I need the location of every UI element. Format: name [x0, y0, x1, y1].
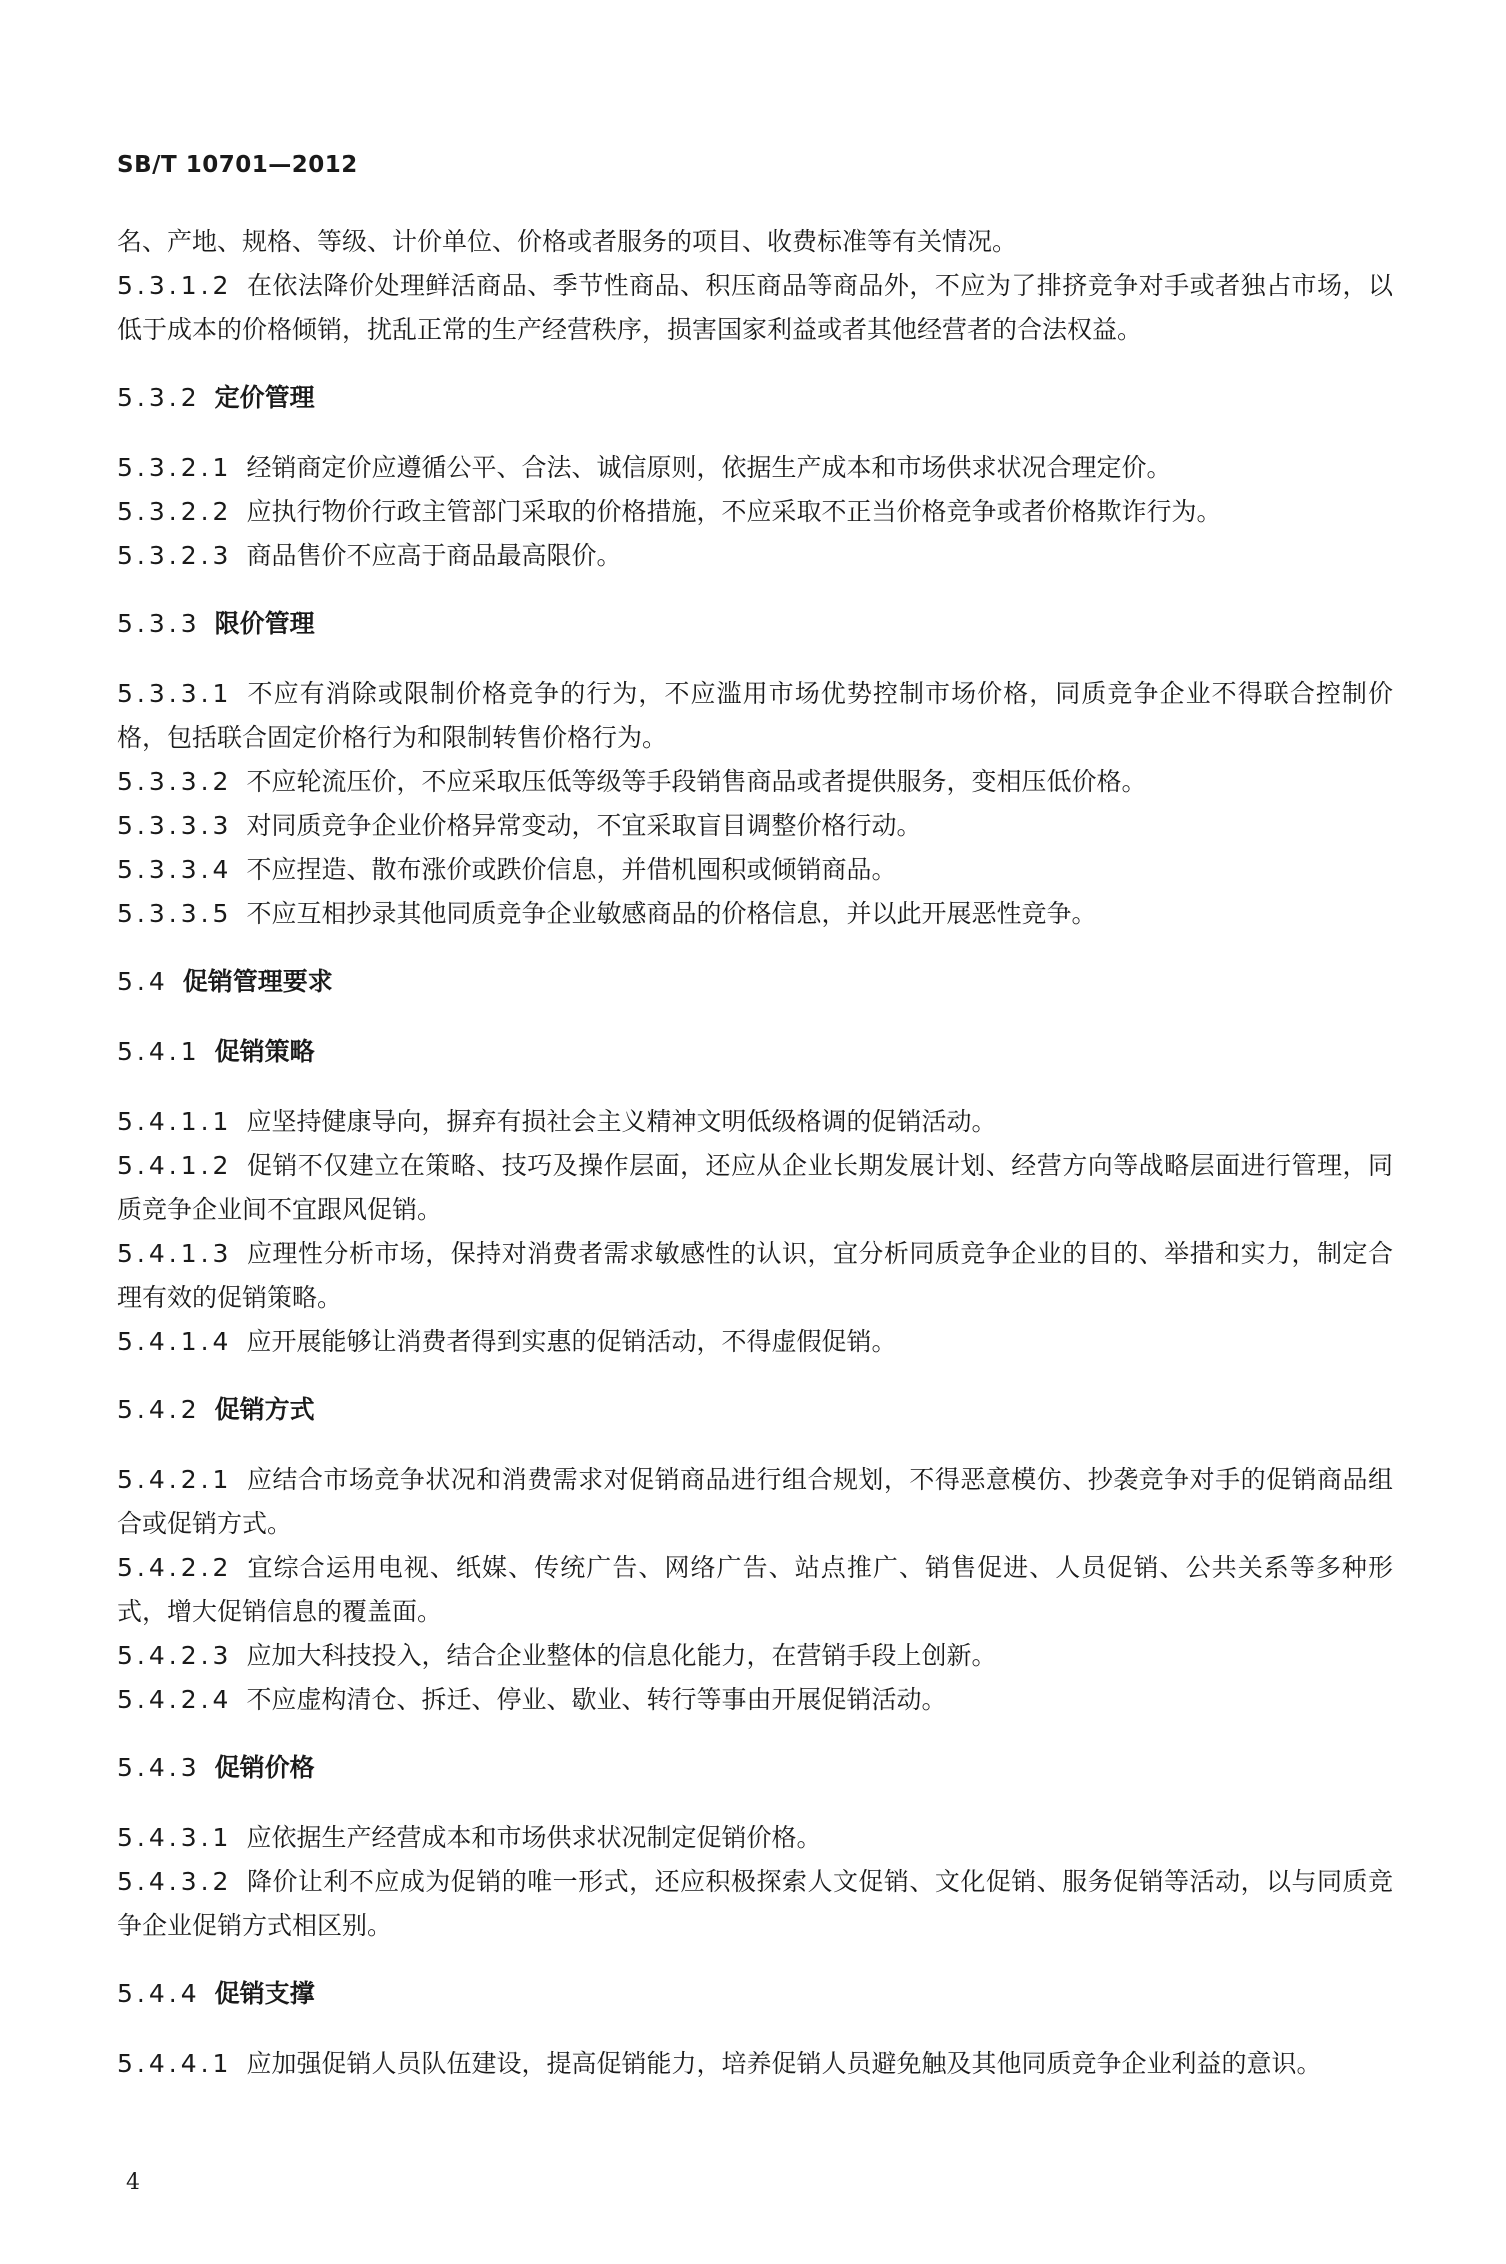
clause-paragraph	[117, 804, 1393, 848]
clause-paragraph	[117, 848, 1393, 892]
clause-number: 5.4.1	[117, 1037, 201, 1066]
clause-number: 5.4.3.1	[117, 1823, 233, 1852]
heading-title: 促销方式	[214, 1395, 315, 1424]
clause-text: 应依据生产经营成本和市场供求状况制定促销价格。	[246, 1823, 822, 1852]
clause-text: 在依法降价处理鲜活商品、季节性商品、积压商品等商品外，不应为了排挤竞争对手或者独占市场，以低于成本的价格倾销，扰乱正常的生产经营秩序，损害国家利益或者其他经营者的合法权益。	[117, 271, 1393, 344]
clause-text: 不应互相抄录其他同质竞争企业敏感商品的价格信息，并以此开展恶性竞争。	[246, 899, 1097, 928]
heading-title: 促销价格	[214, 1753, 315, 1782]
clause-paragraph	[117, 1546, 1393, 1634]
section-heading	[117, 1972, 1393, 2016]
clause-number: 5.4.3	[117, 1753, 201, 1782]
clause-number: 5.3.2	[117, 383, 201, 412]
clause-number: 5.3.3.5	[117, 899, 233, 928]
clause-text: 促销不仅建立在策略、技巧及操作层面，还应从企业长期发展计划、经营方向等战略层面进行管理，同质竞争企业间不宜跟风促销。	[117, 1151, 1393, 1224]
clause-text: 名、产地、规格、等级、计价单位、价格或者服务的项目、收费标准等有关情况。	[117, 227, 1018, 256]
clause-number: 5.4.1.2	[117, 1151, 233, 1180]
clause-paragraph	[117, 264, 1393, 352]
clause-paragraph	[117, 1144, 1393, 1232]
clause-number: 5.3.3.2	[117, 767, 233, 796]
clause-paragraph	[117, 2042, 1393, 2086]
clause-text: 不应轮流压价，不应采取压低等级等手段销售商品或者提供服务，变相压低价格。	[246, 767, 1147, 796]
standard-number-header: SB/T 10701—2012	[117, 152, 358, 178]
section-heading	[117, 1746, 1393, 1790]
section-heading	[117, 960, 1393, 1004]
clause-paragraph	[117, 1816, 1393, 1860]
clause-paragraph	[117, 1100, 1393, 1144]
section-heading	[117, 602, 1393, 646]
heading-title: 促销管理要求	[182, 967, 333, 996]
clause-text: 应执行物价行政主管部门采取的价格措施，不应采取不正当价格竞争或者价格欺诈行为。	[246, 497, 1222, 526]
clause-text: 不应虚构清仓、拆迁、停业、歇业、转行等事由开展促销活动。	[246, 1685, 947, 1714]
heading-title: 促销支撑	[214, 1979, 315, 2008]
clause-paragraph	[117, 1860, 1393, 1948]
page-number: 4	[126, 2170, 140, 2195]
clause-number: 5.4	[117, 967, 169, 996]
clause-text: 宜综合运用电视、纸媒、传统广告、网络广告、站点推广、销售促进、人员促销、公共关系等多种形式，增大促销信息的覆盖面。	[117, 1553, 1393, 1626]
clause-number: 5.3.2.2	[117, 497, 233, 526]
clause-number: 5.3.3.3	[117, 811, 233, 840]
clause-text: 对同质竞争企业价格异常变动，不宜采取盲目调整价格行动。	[246, 811, 922, 840]
clause-number: 5.4.2.3	[117, 1641, 233, 1670]
clause-number: 5.3.3.1	[117, 679, 233, 708]
clause-number: 5.3.2.1	[117, 453, 233, 482]
clause-text: 应加强促销人员队伍建设，提高促销能力，培养促销人员避免触及其他同质竞争企业利益的意识。	[246, 2049, 1322, 2078]
clause-paragraph	[117, 1634, 1393, 1678]
clause-paragraph	[117, 446, 1393, 490]
clause-number: 5.4.2	[117, 1395, 201, 1424]
clause-paragraph	[117, 534, 1393, 578]
clause-number: 5.4.1.1	[117, 1107, 233, 1136]
clause-number: 5.3.1.2	[117, 271, 233, 300]
clause-text: 应加大科技投入，结合企业整体的信息化能力，在营销手段上创新。	[246, 1641, 997, 1670]
clause-number: 5.4.2.4	[117, 1685, 233, 1714]
clause-text: 商品售价不应高于商品最高限价。	[246, 541, 622, 570]
clause-text: 不应捏造、散布涨价或跌价信息，并借机囤积或倾销商品。	[246, 855, 897, 884]
section-heading	[117, 1388, 1393, 1432]
clause-paragraph	[117, 1678, 1393, 1722]
heading-title: 促销策略	[214, 1037, 315, 1066]
heading-title: 定价管理	[214, 383, 315, 412]
clause-text: 经销商定价应遵循公平、合法、诚信原则，依据生产成本和市场供求状况合理定价。	[246, 453, 1172, 482]
clause-paragraph	[117, 220, 1393, 264]
section-heading	[117, 1030, 1393, 1074]
clause-number: 5.4.2.2	[117, 1553, 233, 1582]
clause-number: 5.4.1.3	[117, 1239, 233, 1268]
clause-paragraph	[117, 892, 1393, 936]
clause-text: 应结合市场竞争状况和消费需求对促销商品进行组合规划，不得恶意模仿、抄袭竞争对手的促销商品组合或促销方式。	[117, 1465, 1393, 1538]
clause-paragraph	[117, 1232, 1393, 1320]
clause-text: 应理性分析市场，保持对消费者需求敏感性的认识，宜分析同质竞争企业的目的、举措和实力，制定合理有效的促销策略。	[117, 1239, 1393, 1312]
clause-paragraph	[117, 760, 1393, 804]
clause-paragraph	[117, 490, 1393, 534]
clause-number: 5.4.1.4	[117, 1327, 233, 1356]
clause-number: 5.4.2.1	[117, 1465, 233, 1494]
clause-paragraph	[117, 1458, 1393, 1546]
clause-paragraph	[117, 672, 1393, 760]
clause-paragraph	[117, 1320, 1393, 1364]
clause-text: 应开展能够让消费者得到实惠的促销活动，不得虚假促销。	[246, 1327, 897, 1356]
clause-text: 降价让利不应成为促销的唯一形式，还应积极探索人文促销、文化促销、服务促销等活动，以与同质竞争企业促销方式相区别。	[117, 1867, 1393, 1940]
clause-number: 5.3.3	[117, 609, 201, 638]
clause-text: 不应有消除或限制价格竞争的行为，不应滥用市场优势控制市场价格，同质竞争企业不得联合控制价格，包括联合固定价格行为和限制转售价格行为。	[117, 679, 1393, 752]
clause-number: 5.4.4.1	[117, 2049, 233, 2078]
document-body	[117, 220, 1393, 2086]
section-heading	[117, 376, 1393, 420]
clause-number: 5.3.2.3	[117, 541, 233, 570]
clause-text: 应坚持健康导向，摒弃有损社会主义精神文明低级格调的促销活动。	[246, 1107, 997, 1136]
clause-number: 5.3.3.4	[117, 855, 233, 884]
heading-title: 限价管理	[214, 609, 315, 638]
clause-number: 5.4.3.2	[117, 1867, 233, 1896]
clause-number: 5.4.4	[117, 1979, 201, 2008]
